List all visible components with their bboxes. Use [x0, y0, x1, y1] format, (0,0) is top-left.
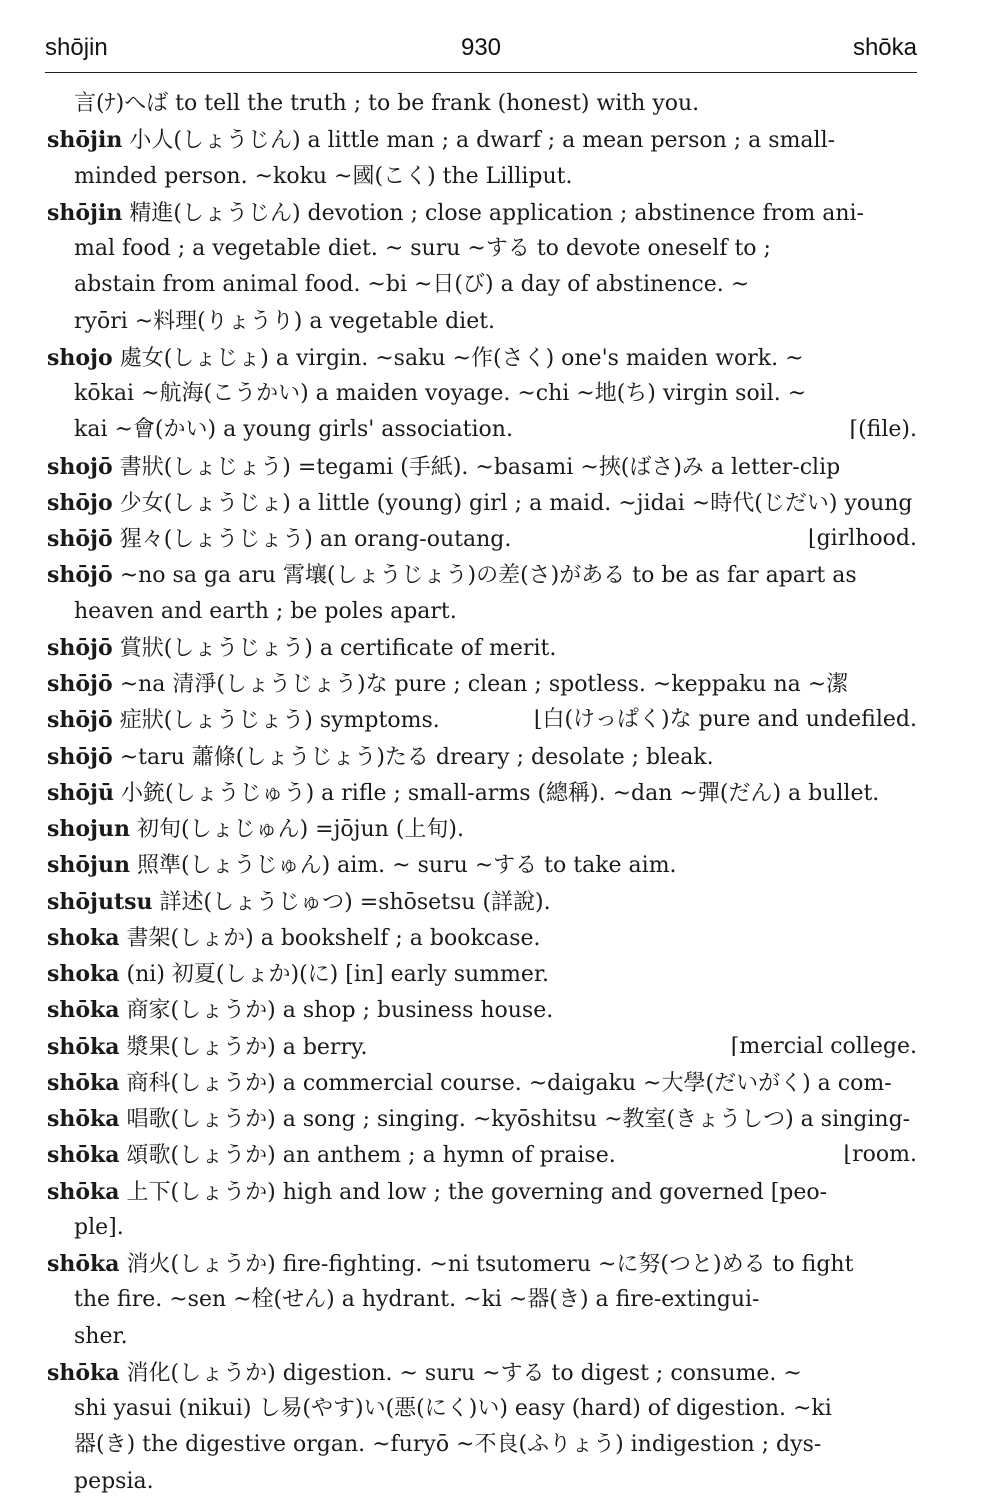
entry-line — [47, 267, 917, 303]
page-header — [45, 30, 917, 72]
entry-line — [47, 1101, 917, 1137]
headword: shōjutsu — [47, 888, 153, 915]
entry-line — [47, 1065, 917, 1101]
definition-text: heaven and earth ; be poles apart. — [74, 598, 457, 624]
headword: shōjū — [47, 779, 115, 806]
definition-text: the fire. ~sen ~栓(せん) a hydrant. ~ki ~器(き) a fire-extingui- — [74, 1287, 760, 1313]
entry-line — [47, 1427, 917, 1463]
definition-text: 處女(しょじょ) a virgin. ~saku ~作(さく) one's maiden work. ~ — [112, 345, 804, 371]
headword: shōjin — [47, 127, 123, 154]
entry-line — [47, 992, 917, 1028]
entry-line — [47, 340, 917, 376]
overflow-continuation: ⌈mercial college. — [730, 1033, 917, 1059]
page-number: 930 — [460, 34, 502, 61]
definition-text: 少女(しょうじょ) a little (young) girl ; a maid. ~jidai ~時代(じだい) young — [112, 490, 913, 516]
headword: shojun — [47, 816, 131, 842]
overflow-continuation: ⌈(file). — [849, 417, 917, 443]
overflow-continuation: ⌊girlhood. — [808, 526, 917, 551]
definition-text: 上下(しょうか) high and low ; the governing and governed [peo- — [119, 1179, 828, 1205]
definition-text: abstain from animal food. ~bi ~日(び) a day of abstinence. ~ — [74, 272, 750, 298]
entry-line — [47, 884, 917, 920]
definition-text: 小銃(しょうじゅう) a rifle ; small-arms (總稱). ~dan ~彈(だん) a bullet. — [114, 780, 880, 806]
entry-line — [47, 1137, 917, 1173]
headword: shōjō — [47, 526, 113, 552]
headword: shōjun — [47, 852, 131, 879]
headword: shōka — [47, 1069, 120, 1096]
definition-text: 賞狀(しょうじょう) a certificate of merit. — [112, 635, 557, 661]
headword: shōka — [47, 1142, 120, 1169]
definition-text: 言(ﾅ)へば to tell the truth ; to be frank (honest) with you. — [74, 91, 700, 116]
header-rule — [45, 72, 917, 73]
headword: shōjō — [47, 743, 113, 770]
entry-line — [47, 1282, 917, 1318]
headword: shōka — [47, 1251, 120, 1277]
headword: shoka — [47, 961, 120, 987]
definition-text: 小人(しょうじん) a little man ; a dwarf ; a mean person ; a small- — [122, 128, 836, 154]
definition-text: 書架(しょか) a bookshelf ; a bookcase. — [119, 925, 541, 951]
entry-line — [47, 557, 917, 593]
entry-line — [47, 775, 917, 811]
definition-text: 症狀(しょうじょう) symptoms. — [112, 708, 440, 734]
entry-line — [47, 594, 917, 630]
definition-text: 漿果(しょうか) a berry. — [119, 1034, 368, 1060]
definition-text: 頌歌(しょうか) an anthem ; a hymn of praise. — [119, 1143, 616, 1169]
definition-text: minded person. ~koku ~國(こく) the Lilliput. — [74, 163, 573, 189]
header-right-guide-word: shōka — [852, 34, 917, 61]
definition-text: kōkai ~航海(こうかい) a maiden voyage. ~chi ~地(ち) virgin soil. ~ — [74, 381, 807, 406]
entry-line — [47, 630, 917, 666]
entry-line — [47, 702, 917, 738]
definition-text: ~no sa ga aru 霄壤(しょうじょう)の差(さ)がある to be as far apart as — [112, 563, 857, 589]
definition-text: 書狀(しょじょう) =tegami (手紙). ~basami ~挾(ばさ)み a letter-clip — [112, 454, 841, 480]
headword: shōjō — [47, 671, 113, 697]
entry-line — [47, 1464, 917, 1500]
entry-line — [47, 1319, 917, 1355]
headword: shōjō — [47, 562, 113, 589]
entry-line — [47, 1246, 917, 1282]
entry-line — [47, 449, 917, 485]
headword: shōka — [47, 1359, 120, 1386]
definition-text: kai ~會(かい) a young girls' association. — [74, 417, 513, 443]
entry-line — [47, 376, 917, 412]
entry-line — [47, 159, 917, 195]
entry-line — [47, 1029, 917, 1065]
definition-text: 精進(しょうじん) devotion ; close application ; abstinence from ani- — [122, 200, 864, 226]
definition-text: shi yasui (nikui) し易(やす)い(悪(にく)い) easy (hard) of digestion. ~ki — [74, 1396, 832, 1421]
headword: shōka — [47, 1106, 120, 1132]
entry-line — [47, 485, 917, 521]
entry-line — [47, 304, 917, 340]
entry-line — [47, 739, 917, 775]
headword: shojo — [47, 344, 113, 371]
entry-line — [47, 521, 917, 557]
entry-line — [47, 666, 917, 702]
entry-line — [47, 412, 917, 448]
definition-text: 消化(しょうか) digestion. ~ suru ~する to digest ; consume. ~ — [119, 1360, 802, 1386]
definition-text: 消火(しょうか) fire-fighting. ~ni tsutomeru ~に努(つと)める to fight — [119, 1252, 854, 1277]
definition-text: 猩々(しょうじょう) an orang-outang. — [112, 527, 512, 552]
definition-text: 商家(しょうか) a shop ; business house. — [119, 998, 554, 1024]
definition-text: mal food ; a vegetable diet. ~ suru ~する to devote oneself to ; — [74, 236, 771, 261]
headword: shōjō — [47, 634, 113, 661]
headword: shōka — [47, 1033, 120, 1060]
headword: shōka — [47, 1178, 120, 1205]
entry-line — [47, 195, 917, 231]
definition-text: 詳述(しょうじゅつ) =shōsetsu (詳說). — [152, 889, 551, 915]
entry-line — [47, 1391, 917, 1427]
headword: shoka — [47, 924, 120, 951]
definition-text: 唱歌(しょうか) a song ; singing. ~kyōshitsu ~教室(きょうしつ) a singing- — [119, 1107, 911, 1132]
entry-line — [47, 231, 917, 267]
definition-text: 器(き) the digestive organ. ~furyō ~不良(ふりょう) indigestion ; dys- — [74, 1432, 822, 1458]
entry-line — [47, 1174, 917, 1210]
entry-line — [47, 1210, 917, 1246]
definition-text: 照準(しょうじゅん) aim. ~ suru ~する to take aim. — [130, 853, 677, 879]
definition-text: ~taru 蕭條(しょうじょう)たる dreary ; desolate ; bleak. — [112, 744, 714, 770]
header-left-guide-word: shōjin — [45, 34, 108, 61]
entry-line — [47, 1355, 917, 1391]
entry-line — [47, 847, 917, 883]
definition-text: sher. — [74, 1323, 128, 1349]
overflow-continuation: ⌊room. — [843, 1142, 917, 1168]
overflow-continuation: ⌊白(けっぱく)な pure and undefiled. — [533, 707, 917, 733]
entry-line — [47, 86, 917, 122]
definition-text: (ni) 初夏(しょか)(に) [in] early summer. — [119, 962, 550, 987]
entry-line — [47, 811, 917, 847]
headword: shōka — [47, 997, 120, 1024]
entry-list — [47, 86, 917, 1500]
headword: shōjō — [47, 707, 113, 734]
headword: shōjo — [47, 489, 113, 516]
definition-text: 商科(しょうか) a commercial course. ~daigaku ~大學(だいがく) a com- — [119, 1070, 892, 1096]
definition-text: 初旬(しょじゅん) =jōjun (上旬). — [130, 817, 464, 842]
entry-line — [47, 122, 917, 158]
definition-text: ple]. — [74, 1214, 124, 1240]
headword: shōjin — [47, 199, 123, 226]
definition-text: pepsia. — [74, 1468, 154, 1494]
definition-text: ryōri ~料理(りょうり) a vegetable diet. — [74, 308, 496, 334]
entry-line — [47, 920, 917, 956]
definition-text: ~na 清淨(しょうじょう)な pure ; clean ; spotless. ~keppaku na ~潔 — [112, 672, 849, 697]
headword: shojō — [47, 453, 113, 480]
entry-line — [47, 956, 917, 992]
